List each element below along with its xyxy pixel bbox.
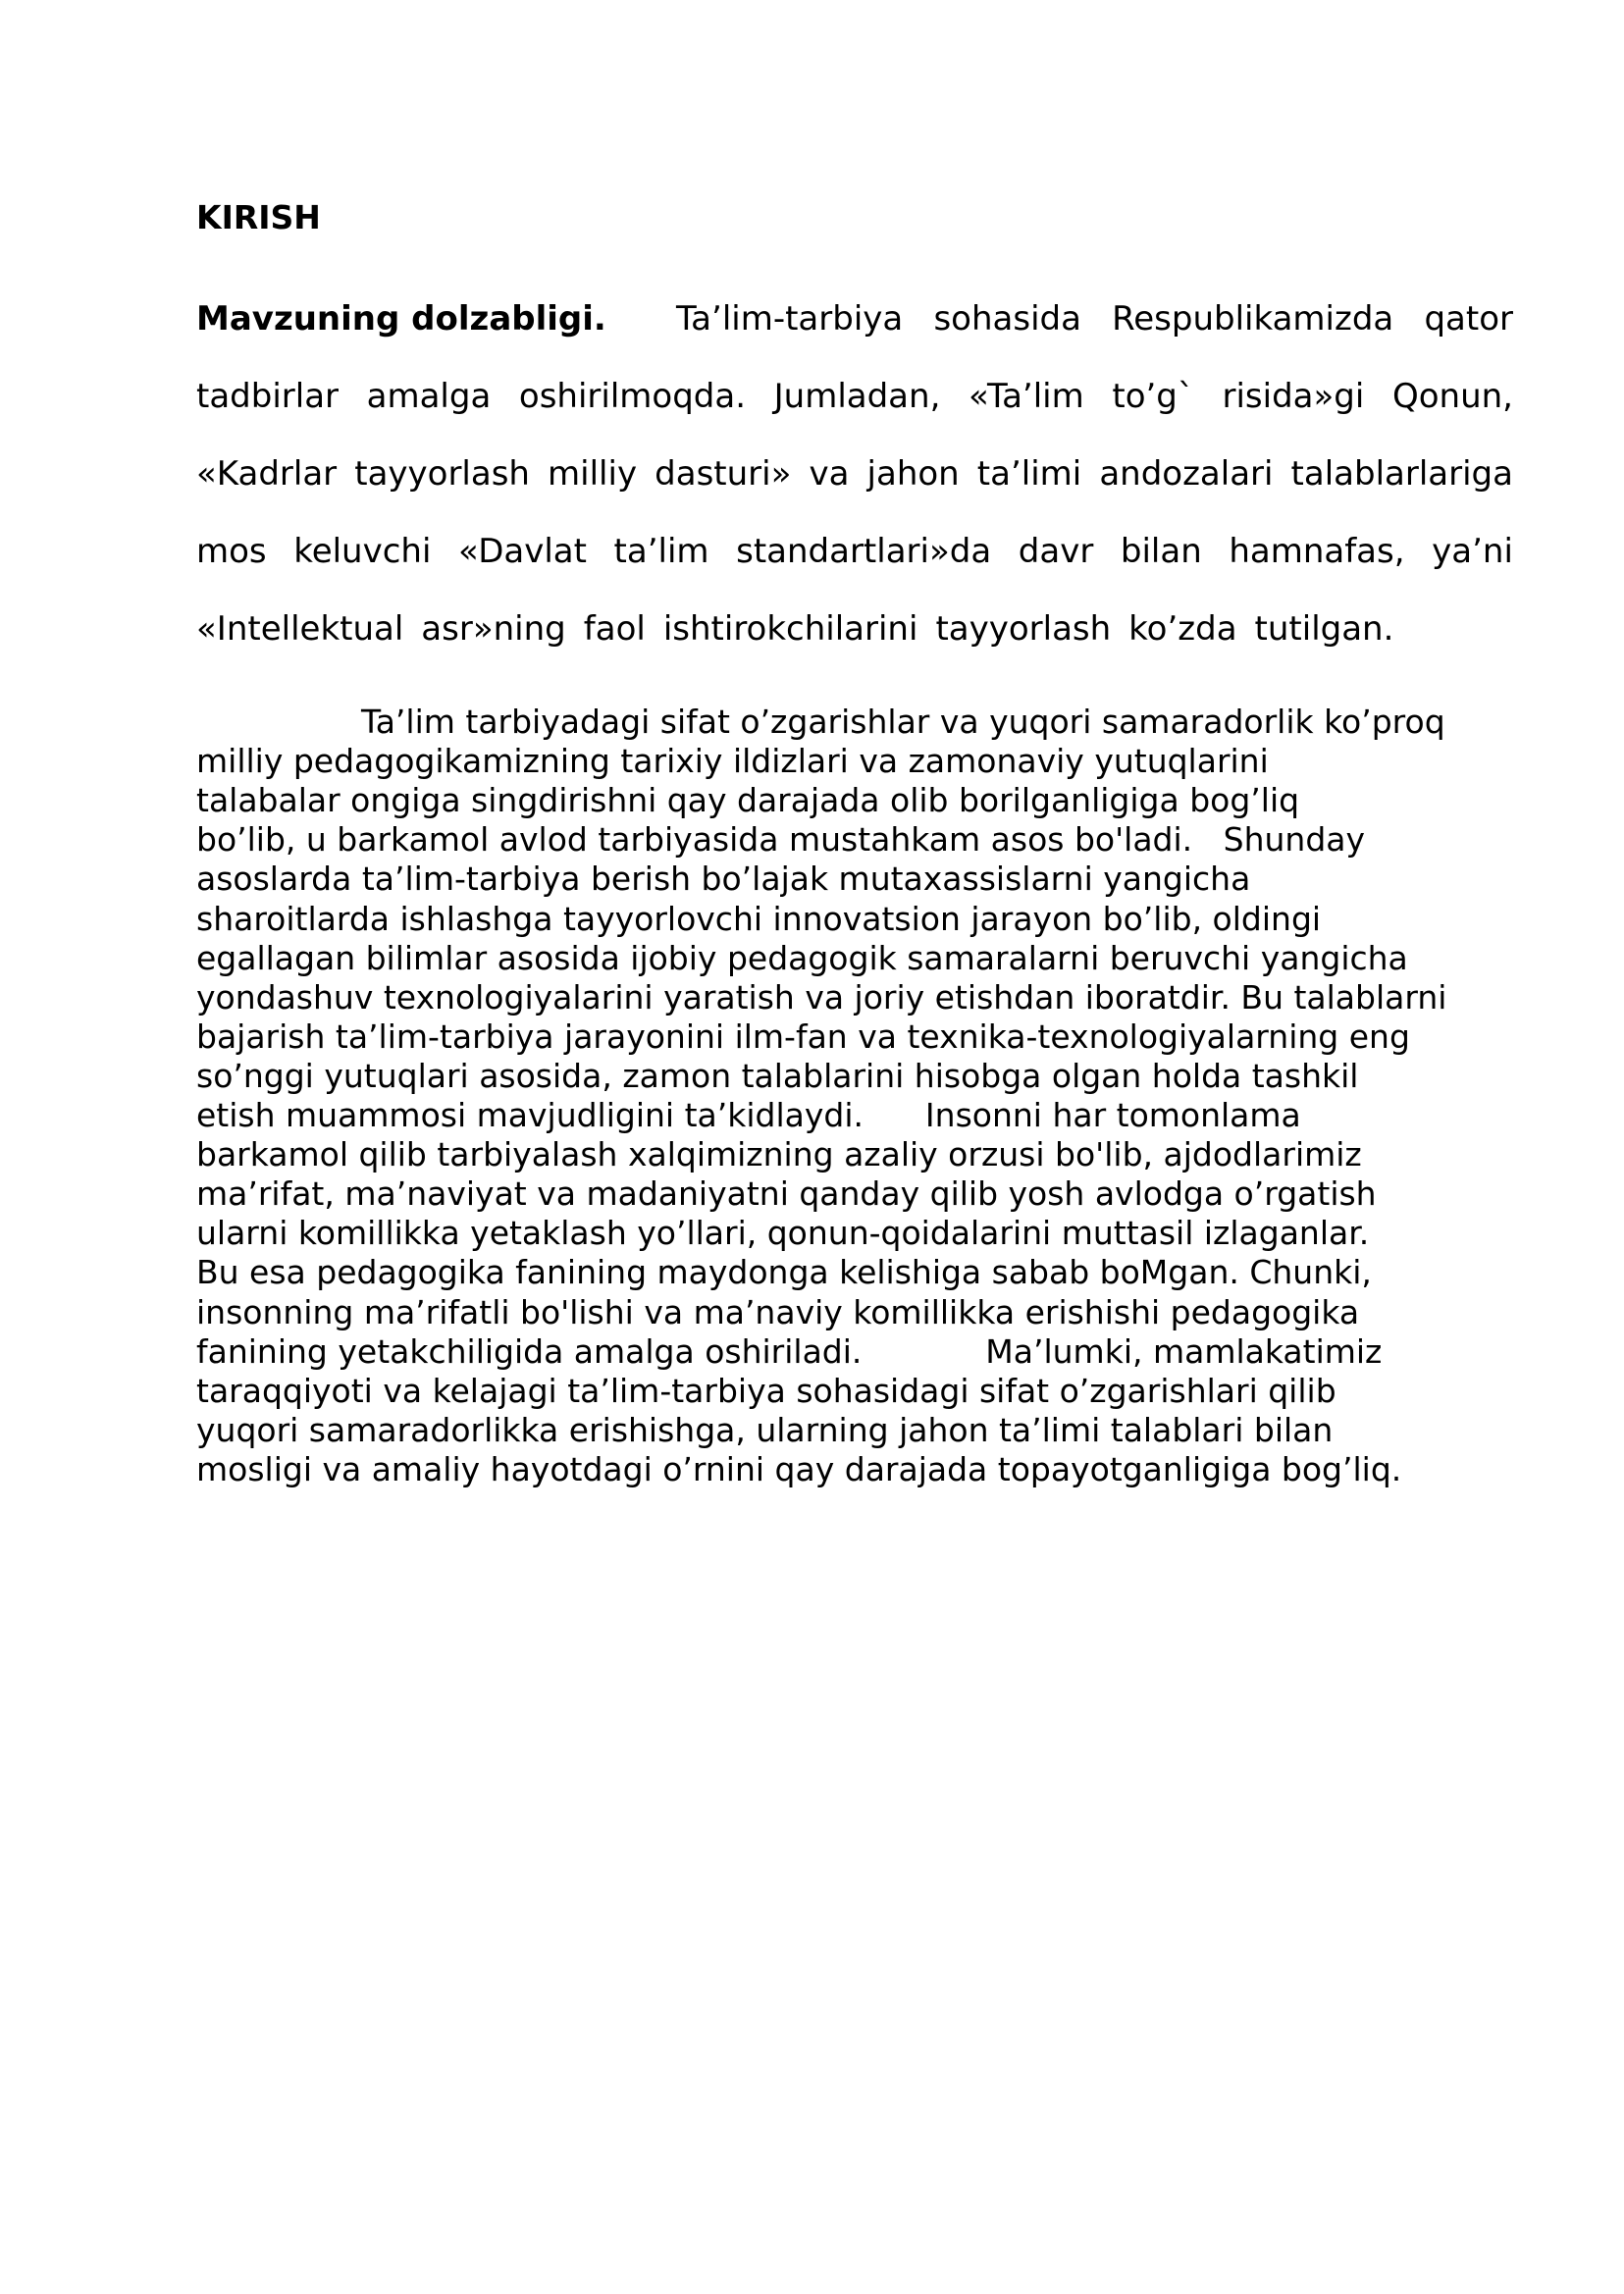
word: ta’lim — [613, 532, 709, 571]
paragraph-line — [196, 297, 1513, 340]
word: «Ta’lim — [969, 377, 1084, 416]
word: Ta’lim-tarbiya — [676, 299, 904, 339]
paragraph-line — [196, 530, 1513, 573]
paragraph-line: bo’lib, u barkamol avlod tarbiyasida mustahkam asos bo'ladi. Shunday — [196, 820, 1366, 860]
word: Jumladan, — [773, 377, 941, 416]
relevance-lead: Mavzuning dolzabligi. — [196, 299, 606, 339]
paragraph-line: Bu esa pedagogika fanining maydonga kelishiga sabab boMgan. Chunki, — [196, 1253, 1372, 1292]
paragraph-line: insonning ma’rifatli bo'lishi va ma’naviy komillikka erishishi pedagogika — [196, 1292, 1360, 1331]
paragraph-line: ma’rifat, ma’naviyat va madaniyatni qanday qilib yosh avlodga o’rgatish — [196, 1174, 1377, 1214]
word: bilan — [1120, 532, 1202, 571]
word: tadbirlar — [196, 377, 340, 416]
paragraph-line — [196, 375, 1513, 418]
paragraph-line: yuqori samaradorlikka erishishga, ularning jahon ta’limi talablari bilan — [196, 1410, 1334, 1449]
word: risida»gi — [1222, 377, 1365, 416]
paragraph-line — [196, 607, 1513, 651]
word: «Davlat — [458, 532, 587, 571]
paragraph-line: sharoitlarda ishlashga tayyorlovchi innovatsion jarayon bo’lib, oldingi — [196, 899, 1322, 938]
word: jahon — [866, 454, 960, 494]
word: hamnafas, — [1229, 532, 1405, 571]
paragraph-line: barkamol qilib tarbiyalash xalqimizning azaliy orzusi bo'lib, ajdodlarimiz — [196, 1135, 1362, 1174]
word: ya’ni — [1432, 532, 1513, 571]
paragraph-line: milliy pedagogikamizning tarixiy ildizlari va zamonaviy yutuqlarini — [196, 742, 1269, 781]
paragraph-line: asoslarda ta’lim-tarbiya berish bo’lajak mutaxassislarni yangicha — [196, 860, 1251, 899]
word: «Intellektual — [196, 609, 404, 649]
word: milliy — [548, 454, 638, 494]
paragraph-line: bajarish ta’lim-tarbiya jarayonini ilm-fan va texnika-texnologiyalarning eng — [196, 1017, 1410, 1056]
word: va — [809, 454, 850, 494]
paragraph-line: egallagan bilimlar asosida ijobiy pedagogik samaralarni beruvchi yangicha — [196, 938, 1408, 977]
paragraph-line: mosligi va amaliy hayotdagi o’rnini qay darajada topayotganligiga bog’liq. — [196, 1449, 1402, 1488]
word: Qonun, — [1391, 377, 1513, 416]
section-heading: KIRISH — [196, 198, 321, 236]
word: oshirilmoqda. — [518, 377, 747, 416]
paragraph-line: taraqqiyoti va kelajagi ta’lim-tarbiya sohasidagi sifat o’zgarishlari qilib — [196, 1371, 1336, 1410]
word: «Kadrlar — [196, 454, 338, 494]
paragraph-line — [196, 452, 1513, 495]
word: sohasida — [933, 299, 1081, 339]
word: asr»ning — [421, 609, 566, 649]
paragraph-line: ularni komillikka yetaklash yo’llari, qonun-qoidalarini muttasil izlaganlar. — [196, 1214, 1370, 1253]
word: andozalari — [1099, 454, 1274, 494]
paragraph-line: etish muammosi mavjudligini ta’kidlaydi. Insonni har tomonlama — [196, 1096, 1301, 1134]
paragraph-line: yondashuv texnologiyalarini yaratish va joriy etishdan iboratdir. Bu talablarni — [196, 977, 1447, 1017]
word: davr — [1018, 532, 1094, 571]
word: mos — [196, 532, 267, 571]
word: tutilgan. — [1254, 609, 1394, 649]
word: amalga — [366, 377, 492, 416]
paragraph-line: talabalar ongiga singdirishni qay darajada olib borilganligiga bog’liq — [196, 781, 1300, 820]
paragraph-line: fanining yetakchiligida amalga oshiriladi. Ma’lumki, mamlakatimiz — [196, 1331, 1383, 1371]
word: talablarlariga — [1290, 454, 1513, 494]
word: ishtirokchilarini — [662, 609, 918, 649]
word: tayyorlash — [935, 609, 1112, 649]
word: to’g` — [1112, 377, 1194, 416]
word: dasturi» — [655, 454, 792, 494]
paragraph-line: Ta’lim tarbiyadagi sifat o’zgarishlar va yuqori samaradorlik ko’proq — [361, 703, 1445, 741]
word: ko’zda — [1128, 609, 1237, 649]
word: qator — [1424, 299, 1513, 339]
word: ta’limi — [976, 454, 1082, 494]
word: Respublikamizda — [1112, 299, 1394, 339]
paragraph-line: so’nggi yutuqlari asosida, zamon talablarini hisobga olgan holda tashkil — [196, 1056, 1359, 1095]
word: standartlari»da — [736, 532, 992, 571]
word: faol — [583, 609, 646, 649]
word: keluvchi — [293, 532, 432, 571]
word: tayyorlash — [354, 454, 530, 494]
